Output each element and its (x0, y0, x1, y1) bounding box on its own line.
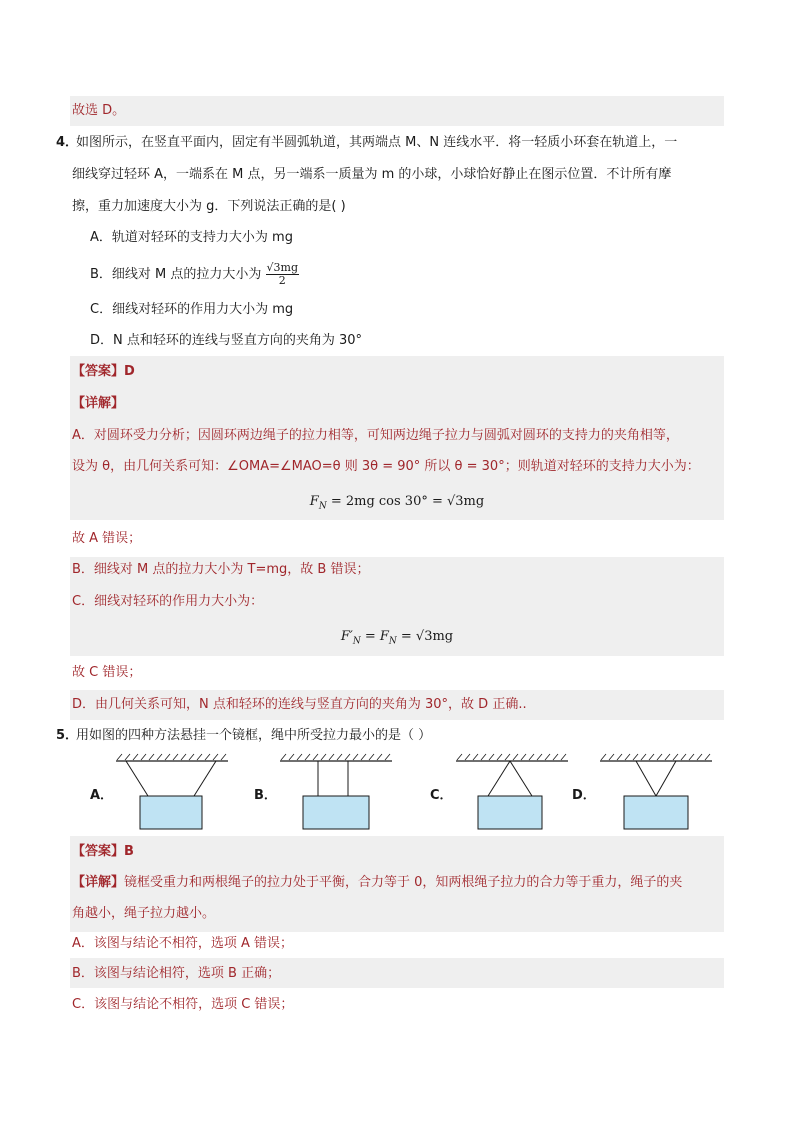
q5-figure-b (276, 752, 396, 834)
q5-detail-a: A．该图与结论不相符，选项 A 错误； (72, 936, 294, 951)
q5-detail-line1 (72, 873, 682, 893)
q5-detail-text1: 镜框受重力和两根绳子的拉力处于平衡，合力等于 0，知两根绳子拉力的合力等于重力，绳子的夹 (124, 875, 683, 890)
q4-option-d: D．N 点和轻环的连线与竖直方向的夹角为 30° (90, 333, 363, 348)
q4-formula-1 (70, 492, 724, 517)
q5-figure-c (452, 752, 572, 834)
q4-stem-line1: 如图所示，在竖直平面内，固定有半圆弧轨道，其两端点 M、N 连线水平．将一轻质小环套在轨道上，一 (76, 135, 678, 150)
q5-fig-label-b: B． (254, 788, 277, 803)
q4-detail-d: D．由几何关系可知，N 点和轻环的连线与竖直方向的夹角为 30°，故 D 正确.. (72, 697, 527, 712)
q4-formula-2 (70, 627, 724, 652)
q4-detail-b: B．细线对 M 点的拉力大小为 T=mg，故 B 错误； (72, 562, 370, 577)
q4-number: 4． (56, 135, 79, 150)
q5-fig-label-a: A． (90, 788, 114, 803)
q4-option-b-denominator: 2 (278, 274, 286, 287)
q5-fig-label-c: C． (430, 788, 453, 803)
q5-answer-value: B (124, 844, 134, 859)
q4-option-b-fraction (266, 262, 299, 287)
q4-detail-c-line1: C．细线对轻环的作用力大小为： (72, 594, 264, 609)
q5-answer (72, 842, 134, 862)
q4-formula-2-sub2: N (388, 636, 397, 647)
q4-answer-label: 【答案】 (72, 364, 125, 379)
q4-stem-line2: 细线穿过轻环 A，一端系在 M 点，另一端系一质量为 m 的小球，小球恰好静止在图示位置．不计所有摩 (72, 167, 672, 182)
q4-formula-1-lhs: F (309, 494, 319, 509)
q4-formula-2-lhs: F′ (340, 629, 353, 644)
q5-stem: 用如图的四种方法悬挂一个镜框，绳中所受拉力最小的是（ ） (76, 728, 432, 743)
q5-detail-b: B．该图与结论相符，选项 B 正确； (72, 966, 281, 981)
q4-option-b-prefix: B．细线对 M 点的拉力大小为 (90, 267, 262, 282)
q4-option-b-numerator: √3mg (266, 261, 299, 274)
q4-detail-a-end: 故 A 错误； (72, 531, 142, 546)
q5-detail-label: 【详解】 (72, 875, 125, 890)
q4-answer (72, 362, 135, 382)
q4-option-b (90, 260, 299, 292)
q5-fig-label-d: D． (572, 788, 596, 803)
q4-formula-2-rhs: = √3mg (396, 629, 454, 644)
q4-answer-value: D (124, 364, 135, 379)
q4-formula-2-mid: = F (360, 629, 389, 644)
q4-formula-2-sub: N (352, 636, 361, 647)
q4-detail-label: 【详解】 (72, 396, 125, 411)
q4-formula-1-sub: N (318, 501, 327, 512)
q4-option-a: A．轨道对轻环的支持力大小为 mg (90, 230, 293, 245)
q5-detail-line2: 角越小，绳子拉力越小。 (72, 906, 216, 921)
q4-detail-a-line2: 设为 θ，由几何关系可知：∠OMA=∠MAO=θ 则 3θ = 90° 所以 θ = 30°；则轨道对轻环的支持力大小为： (72, 459, 700, 474)
q5-detail-c: C．该图与结论不相符，选项 C 错误； (72, 997, 294, 1012)
shade-prev (70, 96, 724, 126)
q4-stem-line3: 擦，重力加速度大小为 g．下列说法正确的是( ) (72, 199, 346, 214)
q5-figure-a (112, 752, 232, 834)
q4-detail-c-end: 故 C 错误； (72, 665, 142, 680)
q5-figure-d (596, 752, 716, 834)
q5-answer-label: 【答案】 (72, 844, 125, 859)
q4-formula-1-rhs: = 2mg cos 30° = √3mg (326, 494, 485, 509)
q5-number: 5． (56, 728, 79, 743)
prev-conclusion: 故选 D。 (72, 103, 126, 118)
q4-option-c: C．细线对轻环的作用力大小为 mg (90, 302, 294, 317)
q4-detail-a-line1: A．对圆环受力分析；因圆环两边绳子的拉力相等，可知两边绳子拉力与圆弧对圆环的支持力的夹角相等， (72, 428, 679, 443)
